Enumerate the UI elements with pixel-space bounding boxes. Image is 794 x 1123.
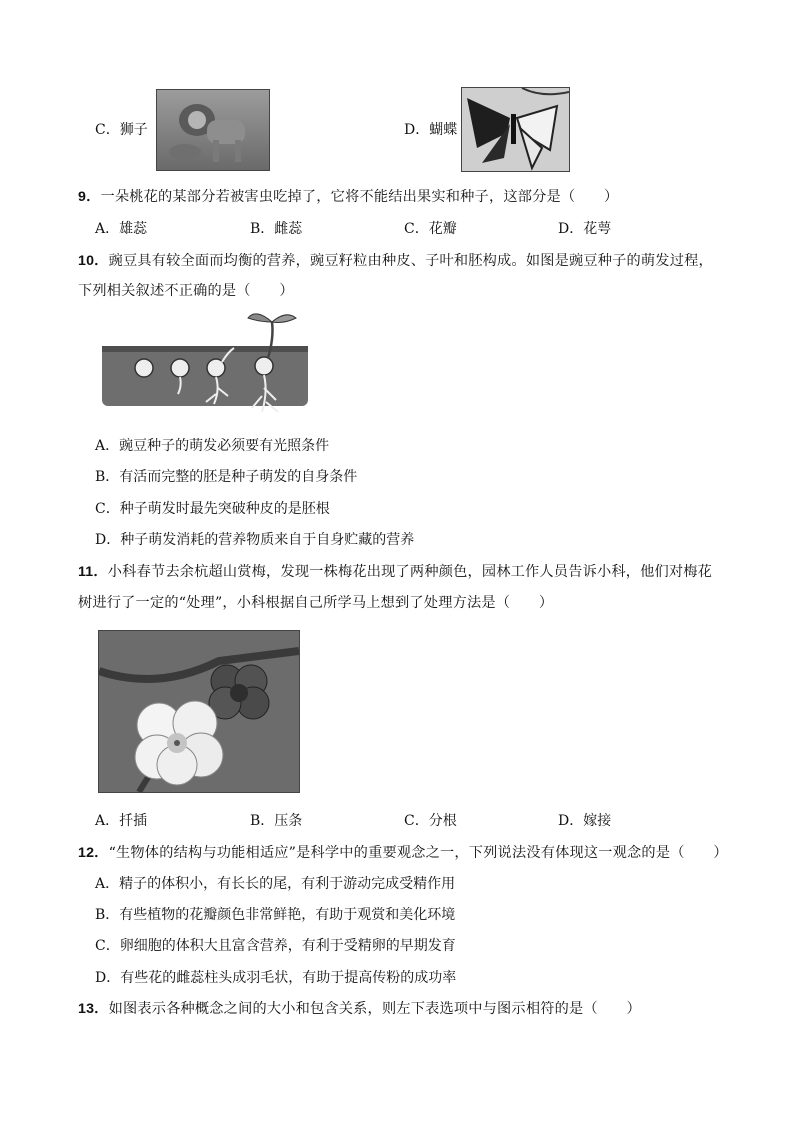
q11-option-c[interactable]: C．分根 [404,813,457,829]
q9-option-c[interactable]: C．花瓣 [404,221,457,237]
q12-text: “生物体的结构与功能相适应”是科学中的重要观念之一，下列说法没有体现这一观念的是（ ） [108,845,728,861]
q10-number: 10． [78,253,109,269]
q12-stem [78,842,728,862]
plum-blossom-photo [98,630,300,793]
q10-stem-line2: 下列相关叙述不正确的是（ ） [78,283,294,299]
q10-option-c[interactable]: C．种子萌发时最先突破种皮的是胚根 [95,501,330,517]
q11-option-b[interactable]: B．压条 [250,813,303,829]
q8-option-c[interactable]: C．狮子 [95,122,148,138]
q13-text: 如图表示各种概念之间的大小和包含关系，则左下表选项中与图示相符的是（ ） [108,1001,641,1017]
q11-number: 11． [78,564,108,580]
q11-stem-line1 [78,561,712,581]
q8-option-d[interactable]: D．蝴蝶 [404,122,458,138]
q9-option-b[interactable]: B．雌蕊 [250,221,303,237]
q9-number: 9． [78,189,101,205]
q9-text: 一朵桃花的某部分若被害虫吃掉了，它将不能结出果实和种子，这部分是（ ） [100,189,619,205]
q9-option-d[interactable]: D．花萼 [558,221,612,237]
q10-option-d[interactable]: D．种子萌发消耗的营养物质来自于自身贮藏的营养 [95,532,415,548]
butterfly-photo [461,87,570,172]
q12-option-b[interactable]: B．有些植物的花瓣颜色非常鲜艳，有助于观赏和美化环境 [95,907,456,923]
q10-text-1: 豌豆具有较全面而均衡的营养，豌豆籽粒由种皮、子叶和胚构成。如图是豌豆种子的萌发过程， [108,253,713,269]
q9-option-a[interactable]: A．雄蕊 [95,221,148,237]
lion-photo [156,89,270,171]
q11-text-1: 小科春节去余杭超山赏梅，发现一株梅花出现了两种颜色，园林工作人员告诉小科，他们对梅花 [107,564,713,580]
q9-stem [78,186,618,206]
q12-option-a[interactable]: A．精子的体积小，有长长的尾，有利于游动完成受精作用 [95,876,456,892]
q10-stem-line1 [78,250,713,270]
q11-option-a[interactable]: A．扦插 [95,813,148,829]
q10-option-b[interactable]: B．有活而完整的胚是种子萌发的自身条件 [95,469,358,485]
q11-stem-line2: 树进行了一定的“处理”，小科根据自己所学马上想到了处理方法是（ ） [78,595,554,611]
q10-option-a[interactable]: A．豌豆种子的萌发必须要有光照条件 [95,438,330,454]
q12-option-c[interactable]: C．卵细胞的体积大且富含营养，有利于受精卵的早期发育 [95,938,456,954]
q13-number: 13． [78,1001,109,1017]
q12-number: 12． [78,845,109,861]
q12-option-d[interactable]: D．有些花的雌蕊柱头成羽毛状，有助于提高传粉的成功率 [95,970,457,986]
q11-option-d[interactable]: D．嫁接 [558,813,612,829]
pea-germination-figure [96,308,312,416]
q13-stem [78,998,641,1018]
